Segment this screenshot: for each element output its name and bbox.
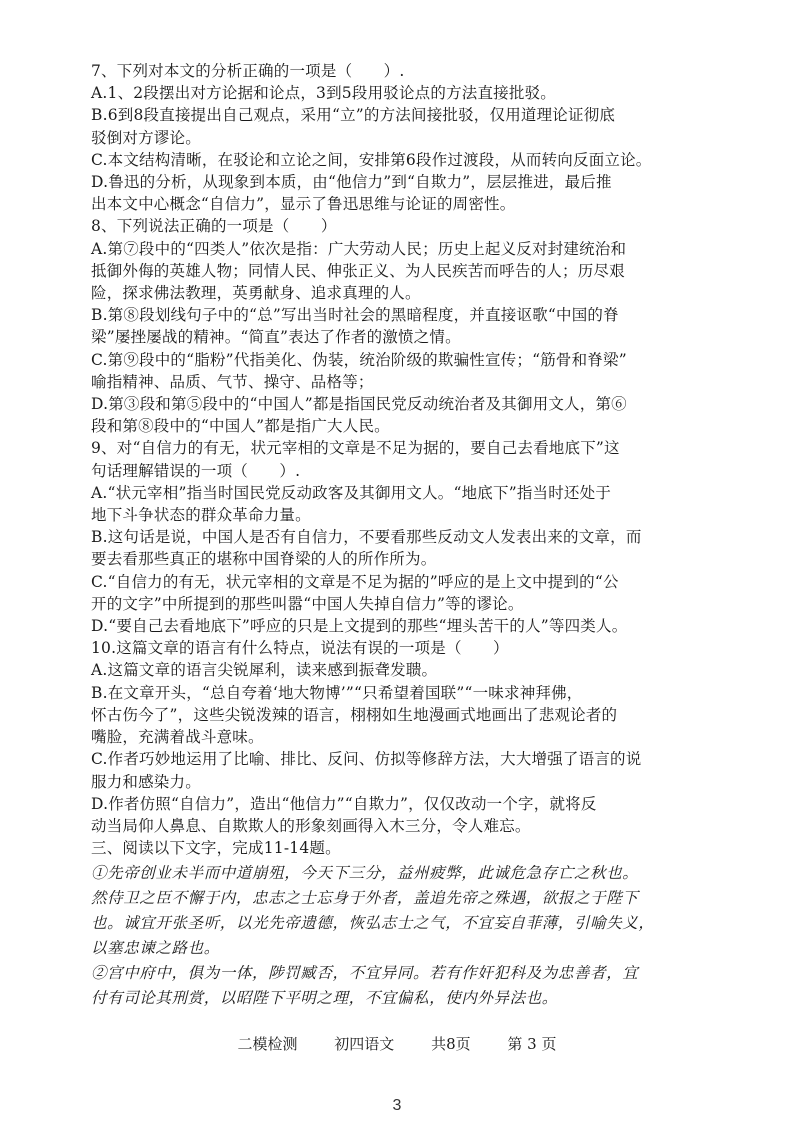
question-line: 地下斗争状态的群众革命力量。: [91, 506, 311, 525]
question-line: A.“状元宰相”指当时国民党反动政客及其御用文人。“地底下”指当时还处于: [91, 483, 612, 502]
footer-total-pages: 共8页: [431, 1035, 471, 1053]
question-line: 8、下列说法正确的一项是（ ）: [91, 217, 337, 236]
question-line: C.作者巧妙地运用了比喻、排比、反问、仿拟等修辞方法，大大增强了语言的说: [91, 750, 642, 769]
classical-line: 以塞忠谏之路也。: [91, 939, 220, 958]
question-line: D.第③段和第⑤段中的“中国人”都是指国民党反动统治者及其御用文人，第⑥: [91, 395, 627, 414]
question-line: B.这句话是说，中国人是否有自信力，不要看那些反动文人发表出来的文章，而: [91, 528, 642, 547]
page-number: 3: [392, 1097, 402, 1114]
question-line: 10.这篇文章的语言有什么特点，说法有误的一项是（ ）: [91, 639, 509, 658]
footer-subject: 初四语文: [334, 1035, 395, 1053]
question-line: A.第⑦段中的“四类人”依次是指：广大劳动人民；历史上起义反对封建统治和: [91, 239, 627, 258]
classical-line: ①先帝创业未半而中道崩殂，今天下三分，益州疲弊，此诚危急存亡之秋也。: [91, 864, 639, 883]
classical-line: 也。诚宜开张圣听，以光先帝遗德，恢弘志士之气，不宜妄自菲薄，引喻失义，: [91, 914, 655, 933]
question-line: 驳倒对方谬论。: [91, 128, 201, 147]
section-heading: 三、阅读以下文字，完成11-14题。: [91, 839, 341, 858]
page-footer: [0, 1033, 794, 1054]
question-line: 句话理解错误的一项（ ）.: [91, 461, 301, 480]
question-line: C.本文结构清晰，在驳论和立论之间，安排第6段作过渡段，从而转向反面立论。: [91, 150, 652, 169]
classical-line: 付有司论其刑赏，以昭陛下平明之理，不宜偏私，使内外异法也。: [91, 989, 558, 1008]
question-line: 险，探求佛法教理，英勇献身、追求真理的人。: [91, 284, 421, 303]
question-line: A.这篇文章的语言尖锐犀利，读来感到振聋发聩。: [91, 661, 438, 680]
footer-exam: 二模检测: [237, 1035, 298, 1053]
question-line: 抵御外侮的英雄人物；同情人民、伸张正义、为人民疾苦而呼告的人；历尽艰: [91, 261, 625, 280]
question-line: 7、下列对本文的分析正确的一项是（ ）.: [91, 62, 405, 80]
classical-line: 然侍卫之臣不懈于内，忠志之士忘身于外者，盖追先帝之殊遇，欲报之于陛下: [91, 889, 639, 908]
footer-current-page: 第 3 页: [507, 1035, 557, 1053]
question-line: 出本文中心概念“自信力”，显示了鲁迅思维与论证的周密性。: [91, 195, 516, 214]
question-line: D.作者仿照“自信力”，造出“他信力”“自欺力”，仅仅改动一个字，就将反: [91, 794, 597, 813]
question-line: B.在文章开头，“总自夸着‘地大物博’”“只希望着国联”“一味求神拜佛，: [91, 683, 583, 702]
question-line: B.第⑧段划线句子中的“总”写出当时社会的黑暗程度，并直接讴歌“中国的脊: [91, 306, 619, 325]
question-section: [91, 60, 701, 1011]
question-line: B.6到8段直接提出自己观点，采用“立”的方法间接批驳，仅用道理论证彻底: [91, 106, 616, 125]
question-line: 动当局仰人鼻息、自欺欺人的形象刻画得入木三分，令人难忘。: [91, 816, 531, 835]
classical-passage: [91, 861, 701, 1011]
question-line: C.“自信力的有无，状元宰相的文章是不足为据的”呼应的是上文中提到的“公: [91, 572, 619, 591]
question-line: 嘴脸，充满着战斗意味。: [91, 728, 264, 747]
question-line: 开的文字”中所提到的那些叫嚣“中国人失掉自信力”等的谬论。: [91, 594, 524, 613]
question-line: 段和第⑧段中的“中国人”都是指广大人民。: [91, 417, 390, 436]
question-line: C.第⑨段中的“脂粉”代指美化、伪装，统治阶级的欺骗性宣传；“筋骨和脊梁”: [91, 350, 627, 369]
question-line: 喻指精神、品质、气节、操守、品格等；: [91, 372, 374, 391]
question-line: D.“要自己去看地底下”呼应的只是上文提到的那些“埋头苦干的人”等四类人。: [91, 617, 628, 636]
question-line: 怀古伤今了”，这些尖锐泼辣的语言，栩栩如生地漫画式地画出了悲观论者的: [91, 705, 618, 724]
question-line: A.1、2段摆出对方论据和论点，3到5段用驳论点的方法直接批驳。: [91, 84, 556, 103]
question-line: 服力和感染力。: [91, 772, 201, 791]
question-line: 要去看那些真正的堪称中国脊梁的人的所作所为。: [91, 550, 437, 569]
classical-line: ②宫中府中，俱为一体，陟罚臧否，不宜异同。若有作奸犯科及为忠善者，宜: [91, 964, 639, 983]
question-line: 9、对“自信力的有无，状元宰相的文章是不足为据的，要自己去看地底下”这: [91, 439, 620, 458]
question-line: 梁”屡挫屡战的精神。“简直”表达了作者的激愤之情。: [91, 328, 461, 347]
question-line: D.鲁迅的分析，从现象到本质，由“他信力”到“自欺力”，层层推进，最后推: [91, 173, 612, 192]
